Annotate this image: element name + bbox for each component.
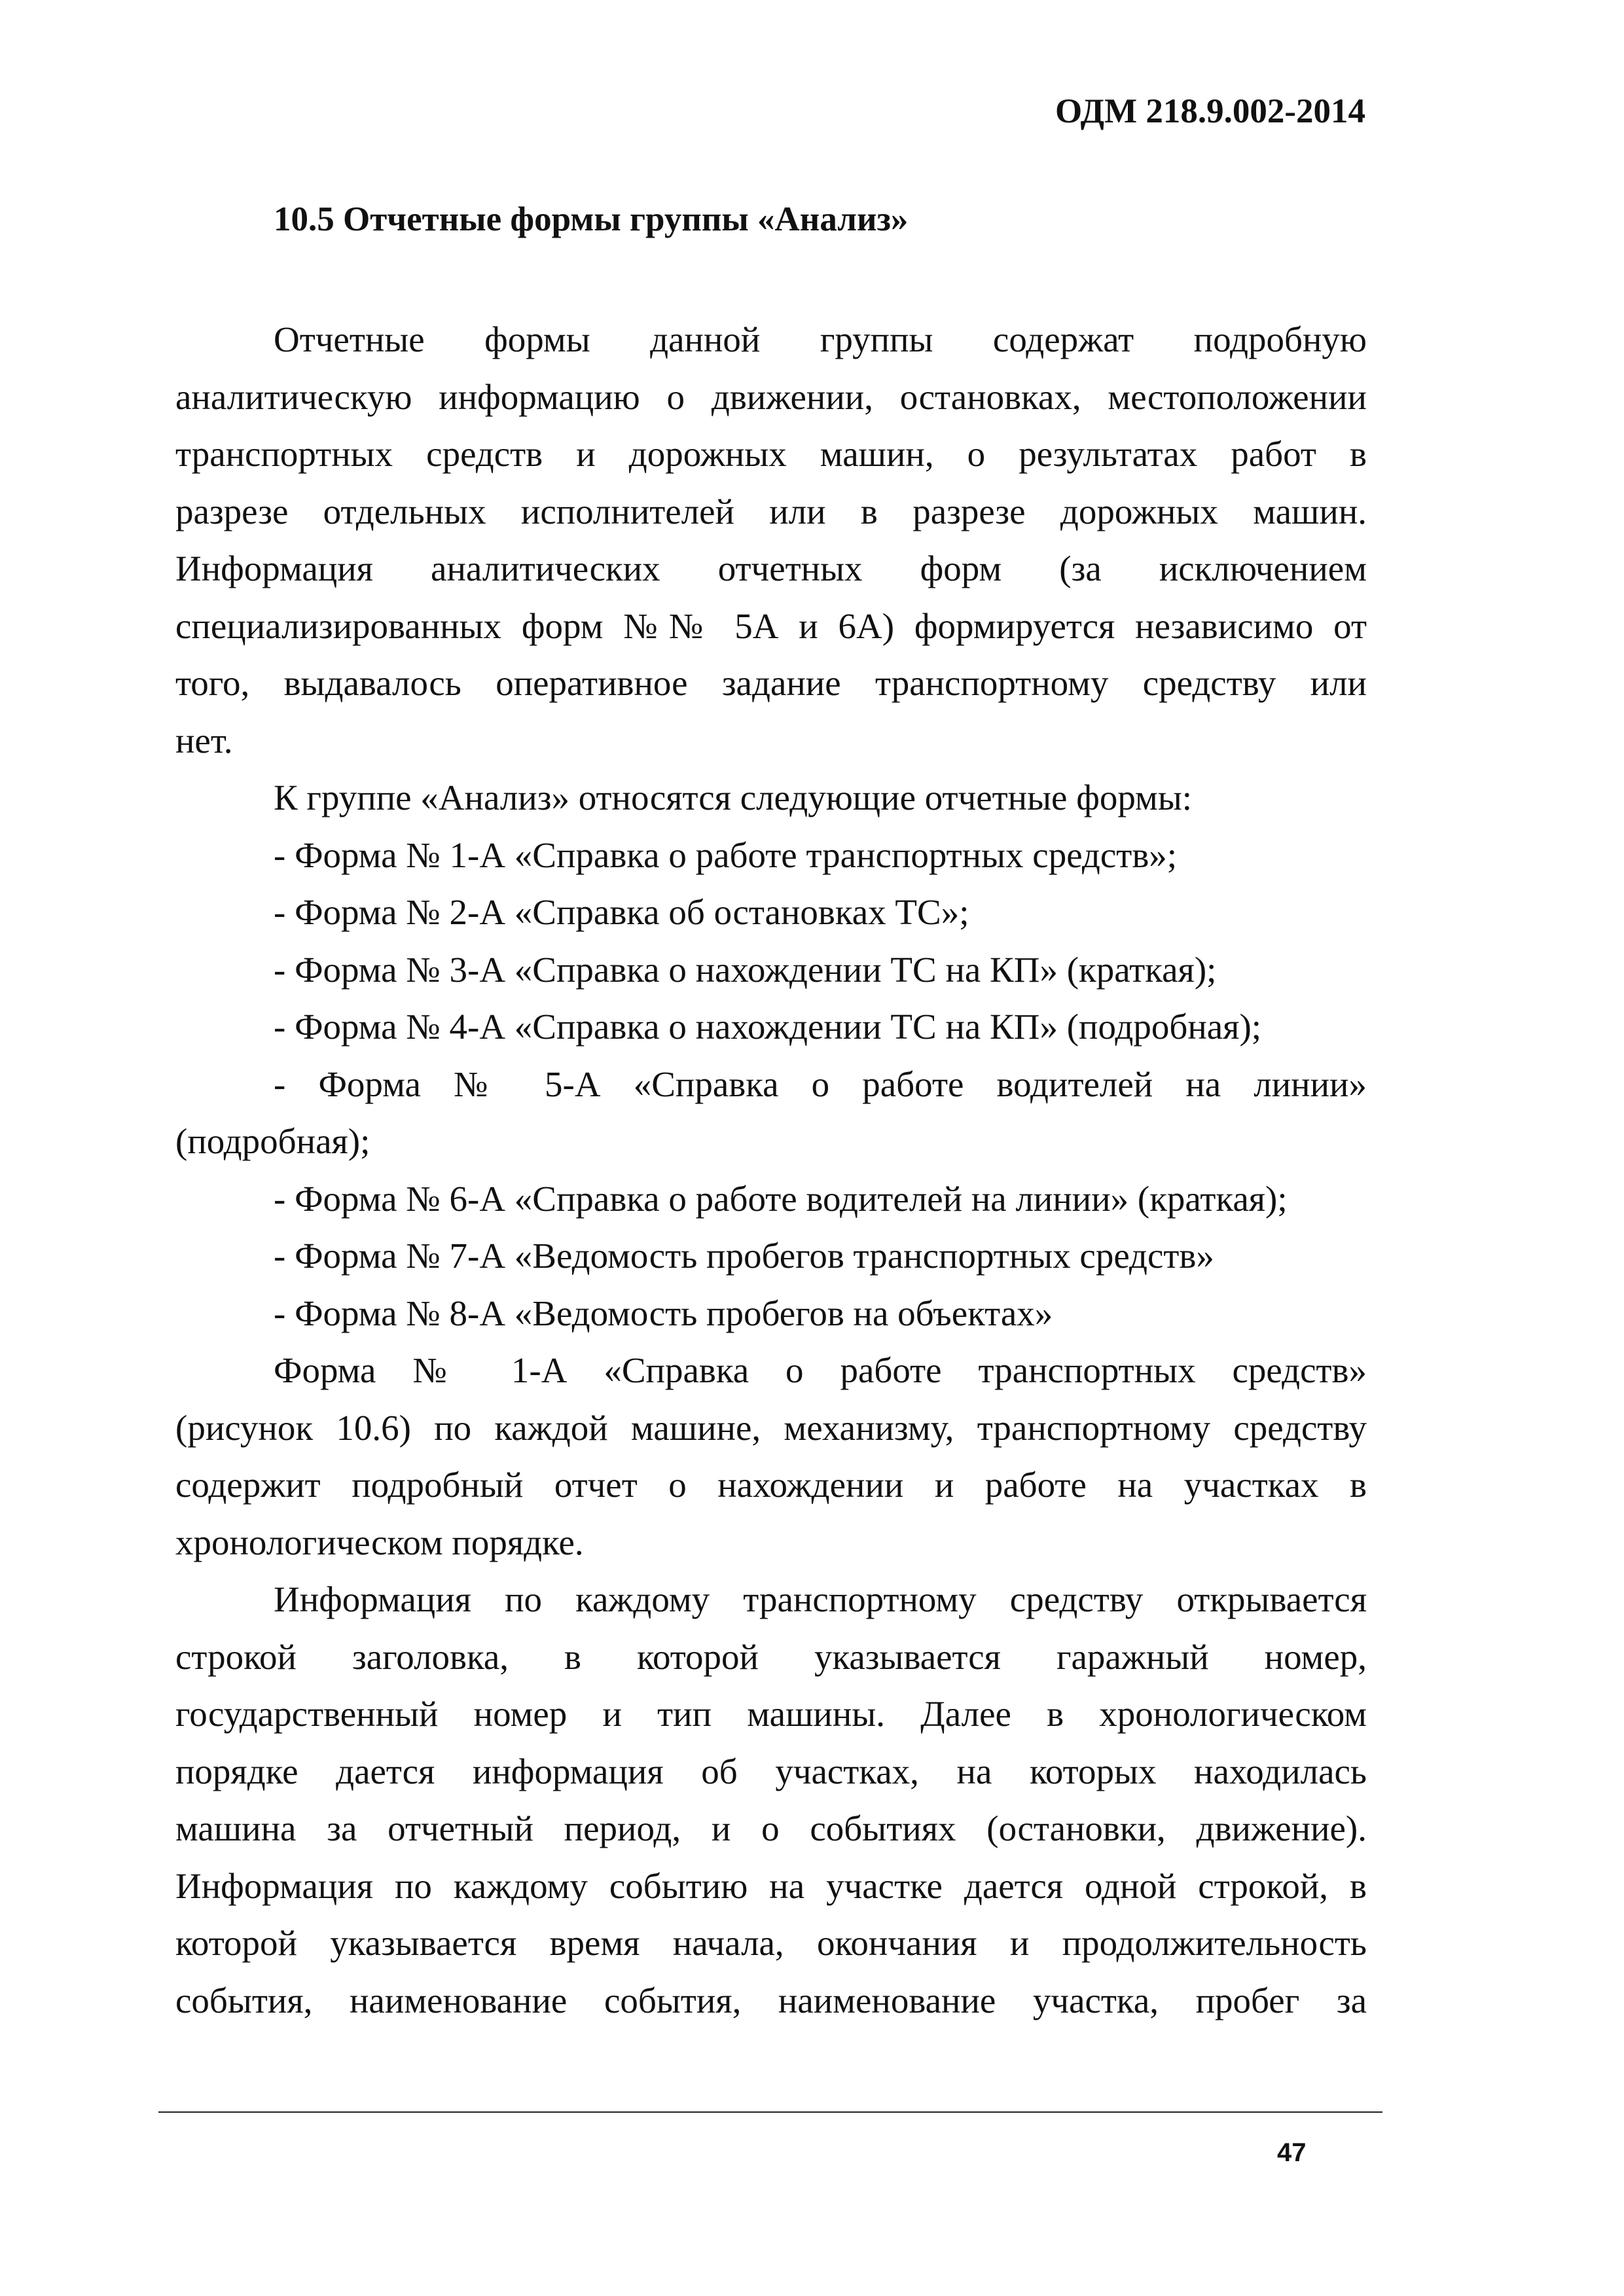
list-item: - Форма № 7-А «Ведомость пробегов транспортных средств» <box>274 1236 1214 1276</box>
page-number: 47 <box>1277 2138 1307 2167</box>
document-code: ОДМ 218.9.002-2014 <box>1055 92 1365 130</box>
text-line: Информация аналитических отчетных форм (за исключением <box>175 548 1367 588</box>
text-line: содержит подробный отчет о нахождении и работе на участках в <box>175 1465 1367 1505</box>
list-item: - Форма № 5-А «Справка о работе водителей на линии» <box>274 1064 1367 1104</box>
text-line: Информация по каждому событию на участке дается одной строкой, в <box>175 1865 1367 1906</box>
text-line: аналитическую информацию о движении, остановках, местоположении <box>175 376 1367 417</box>
list-item: - Форма № 6-А «Справка о работе водителей на линии» (краткая); <box>274 1178 1288 1219</box>
text-line: которой указывается время начала, окончания и продолжительность <box>175 1923 1367 1963</box>
list-item: - Форма № 1-А «Справка о работе транспортных средств»; <box>274 834 1178 875</box>
list-item: - Форма № 2-А «Справка об остановках ТС»; <box>274 892 969 932</box>
text-line: Отчетные формы данной группы содержат подробную <box>274 319 1367 359</box>
list-item: - Форма № 4-А «Справка о нахождении ТС на КП» (подробная); <box>274 1007 1262 1047</box>
text-line: машина за отчетный период, и о событиях (остановки, движение). <box>175 1808 1367 1848</box>
text-line: транспортных средств и дорожных машин, о результатах работ в <box>175 434 1367 474</box>
text-line: того, выдавалось оперативное задание транспортному средству или <box>175 663 1367 703</box>
list-item-continuation: (подробная); <box>175 1121 370 1161</box>
text-line: К группе «Анализ» относятся следующие отчетные формы: <box>274 778 1193 817</box>
list-item: - Форма № 8-А «Ведомость пробегов на объектах» <box>274 1293 1053 1333</box>
text-line: хронологическом порядке. <box>175 1522 584 1562</box>
footer-divider <box>158 2111 1382 2113</box>
text-line: Форма № 1-А «Справка о работе транспортных средств» <box>274 1350 1367 1390</box>
body-text <box>175 311 1367 2029</box>
text-line: порядке дается информация об участках, на которых находилась <box>175 1751 1367 1791</box>
text-line: специализированных форм №№ 5А и 6А) формируется независимо от <box>175 605 1367 646</box>
text-line: события, наименование события, наименование участка, пробег за <box>175 1980 1367 2020</box>
text-line: Информация по каждому транспортному средству открывается <box>274 1579 1367 1619</box>
text-line: государственный номер и тип машины. Далее в хронологическом <box>175 1694 1367 1734</box>
text-line: разрезе отдельных исполнителей или в разрезе дорожных машин. <box>175 491 1367 531</box>
section-heading: 10.5 Отчетные формы группы «Анализ» <box>274 200 909 238</box>
text-line: строкой заголовка, в которой указывается гаражный номер, <box>175 1636 1367 1677</box>
list-item: - Форма № 3-А «Справка о нахождении ТС на КП» (краткая); <box>274 949 1217 990</box>
text-line: нет. <box>175 720 233 761</box>
text-line: (рисунок 10.6) по каждой машине, механизму, транспортному средству <box>175 1407 1367 1448</box>
